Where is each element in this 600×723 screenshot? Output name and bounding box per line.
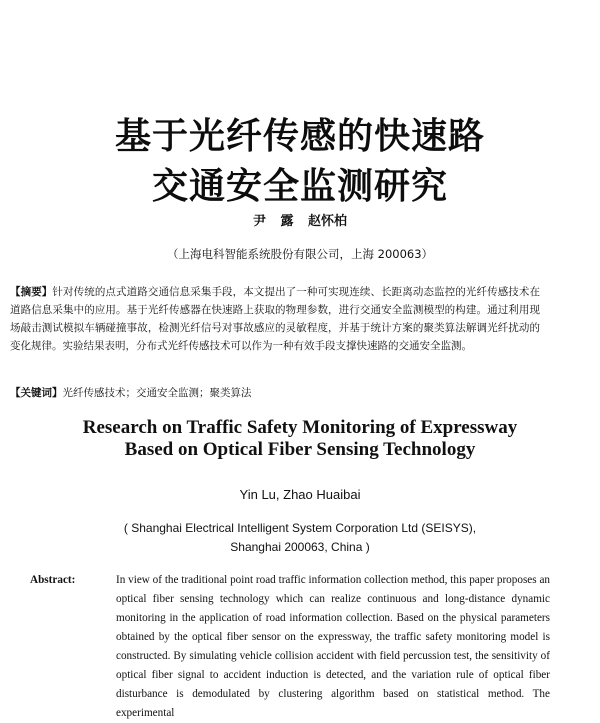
- abstract-cn-label: 【摘要】: [10, 286, 53, 298]
- abstract-cn: [10, 283, 540, 355]
- title-en: Research on Traffic Safety Monitoring of Expressway Based on Optical Fiber Sensing Technology: [82, 417, 518, 460]
- title-cn-line-2: 交通安全监测研究: [151, 165, 448, 207]
- affiliation-en-line-1: ( Shanghai Electrical Intelligent System Corporation Ltd (SEISYS),: [123, 521, 477, 535]
- abstract-en: [30, 571, 550, 723]
- keywords-cn: [10, 385, 540, 400]
- abstract-en-label: Abstract:: [30, 574, 76, 586]
- affiliation-en-line-2: Shanghai 200063, China ): [230, 540, 370, 554]
- title-cn-line-1: 基于光纤传感的快速路: [114, 115, 485, 157]
- keywords-cn-label: 【关键词】: [10, 387, 63, 399]
- keywords-cn-text: 光纤传感技术；交通安全监测；聚类算法: [62, 387, 252, 399]
- authors-cn: 尹 露 赵怀柏: [252, 214, 348, 229]
- abstract-en-text: In view of the traditional point road traffic information collection method, this paper proposes an optical fiber sensing technology which can realize continuous and long-distance dynamic monitoring in the application of road information collection. Based on the physical parameters obtained by the optical fiber sensor on the expressway, the traffic safety monitoring model is constructed. By simulating vehicle collision accident with field percussion test, the sensitivity of optical fiber signal to accident induction is detected, and the variation rule of optical fiber disturbance is demodulated by clustering algorithm based on statistical method. The experimental: [116, 574, 550, 719]
- abstract-cn-text: 针对传统的点式道路交通信息采集手段，本文提出了一种可实现连续、长距离动态监控的光纤传感技术在道路信息采集中的应用。基于光纤传感器在快速路上获取的物理参数，进行交通安全监测模型的构建。通过利用现场敲击测试模拟车辆碰撞事故，检测光纤信号对事故感应的灵敏程度，并基于统计方案的聚类算法解调光纤扰动的变化规律。实验结果表明，分布式光纤传感技术可以作为一种有效手段支撑快速路的交通安全监测。: [10, 286, 541, 352]
- affiliation-cn: （上海电科智能系统股份有限公司，上海 200063）: [166, 247, 434, 261]
- affiliation-en: [100, 519, 500, 557]
- authors-en: Yin Lu, Zhao Huaibai: [239, 487, 361, 502]
